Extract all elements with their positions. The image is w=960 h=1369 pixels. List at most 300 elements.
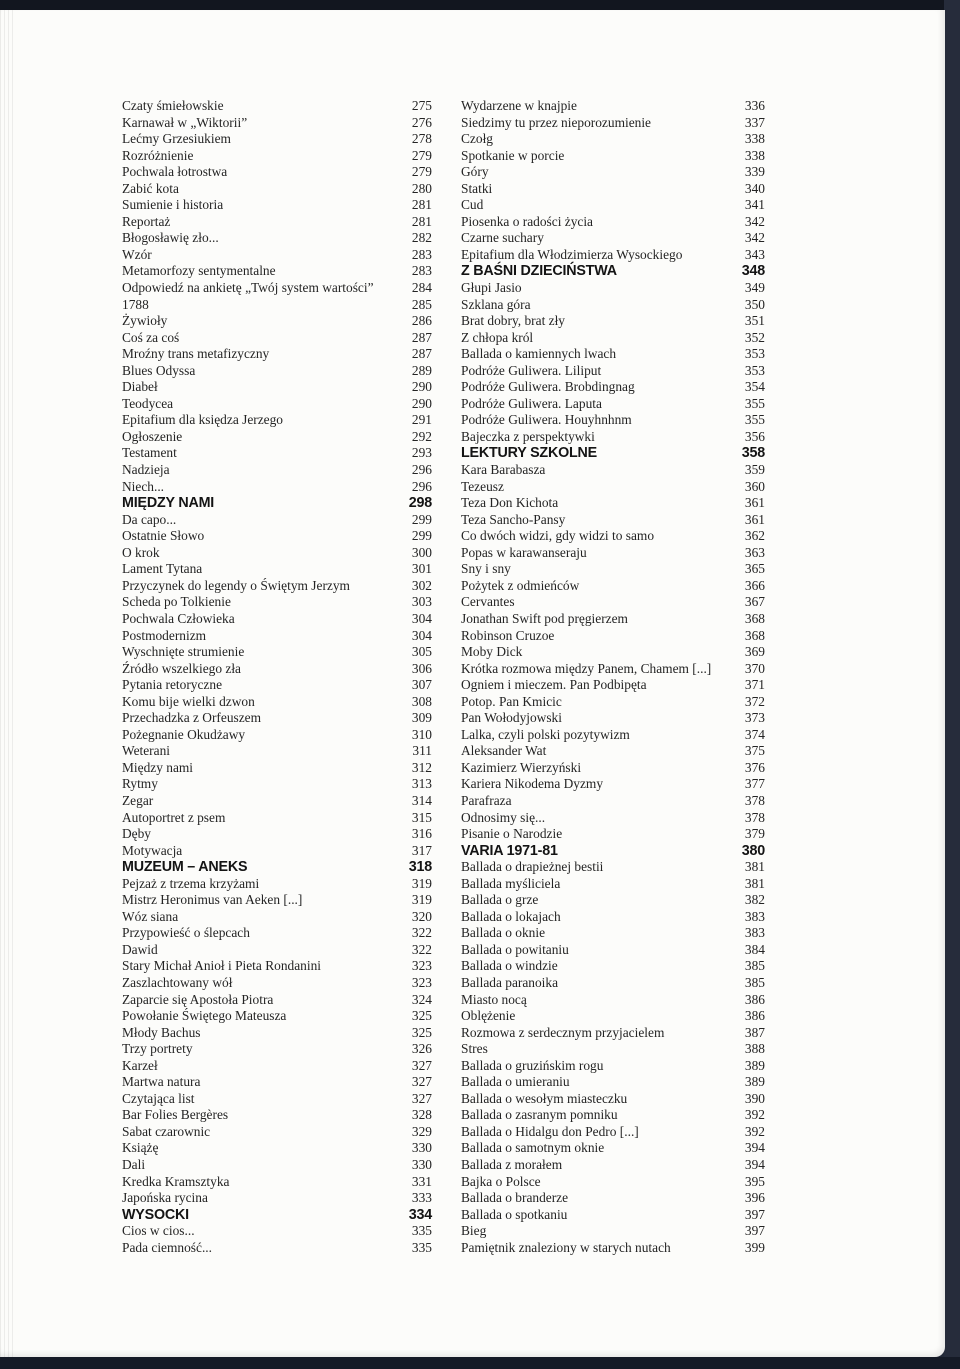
entry-title: Błogosławię zło... xyxy=(122,230,219,246)
entry-title: O krok xyxy=(122,544,160,560)
entry-page-number: 352 xyxy=(744,329,765,345)
entry-title: Statki xyxy=(461,180,493,196)
toc-entry xyxy=(122,330,432,347)
entry-title: Karzeł xyxy=(122,1057,158,1073)
toc-entry xyxy=(122,1107,432,1124)
entry-title: Ballada o spotkaniu xyxy=(461,1206,568,1222)
entry-title: Ballada o samotnym oknie xyxy=(461,1140,605,1156)
entry-title: Miasto nocą xyxy=(461,991,527,1007)
toc-entry xyxy=(461,611,765,628)
entry-title: Japońska rycina xyxy=(122,1190,208,1206)
entry-page-number: 283 xyxy=(411,246,432,262)
toc-entry xyxy=(122,810,432,827)
toc-entry xyxy=(122,661,432,678)
entry-title: Ballada z morałem xyxy=(461,1157,563,1172)
entry-page-number: 301 xyxy=(411,561,432,577)
entry-title: Rozmowa z serdecznym przyjacielem xyxy=(461,1024,665,1040)
entry-page-number: 313 xyxy=(411,776,432,792)
entry-page-number: 361 xyxy=(744,511,765,527)
entry-title: Reportaż xyxy=(122,213,171,229)
entry-page-number: 299 xyxy=(411,511,432,527)
entry-page-number: 327 xyxy=(411,1074,432,1090)
entry-page-number: 279 xyxy=(411,147,432,163)
entry-title: Pamiętnik znaleziony w starych nutach xyxy=(461,1239,671,1255)
entry-page-number: 331 xyxy=(411,1173,432,1189)
entry-page-number: 327 xyxy=(411,1090,432,1106)
entry-page-number: 333 xyxy=(411,1190,432,1206)
toc-entry xyxy=(461,975,765,992)
entry-page-number: 360 xyxy=(744,478,765,494)
toc-entry xyxy=(122,1058,432,1075)
entry-title: Diabeł xyxy=(122,379,158,395)
toc-entry xyxy=(461,148,765,165)
entry-page-number: 348 xyxy=(741,263,765,280)
entry-title: Piosenka o radości życia xyxy=(461,213,594,229)
toc-entry xyxy=(122,1008,432,1025)
entry-page-number: 340 xyxy=(744,180,765,196)
entry-title: Parafraza xyxy=(461,792,512,808)
toc-entry xyxy=(122,396,432,413)
entry-page-number: 286 xyxy=(411,313,432,329)
entry-page-number: 281 xyxy=(411,197,432,213)
toc-entry xyxy=(461,909,765,926)
toc-entry xyxy=(461,892,765,909)
page-gutter-shading xyxy=(0,10,16,1357)
entry-page-number: 284 xyxy=(411,280,432,296)
entry-page-number: 330 xyxy=(411,1140,432,1156)
toc-entry xyxy=(122,1223,432,1240)
entry-title: Z chłopa król xyxy=(461,329,534,345)
entry-page-number: 371 xyxy=(744,677,765,693)
entry-title: Pada ciemność... xyxy=(122,1239,212,1255)
entry-page-number: 335 xyxy=(411,1223,432,1239)
toc-entry xyxy=(122,98,432,115)
entry-title: Da capo... xyxy=(122,511,177,527)
entry-title: LEKTURY SZKOLNE xyxy=(461,445,598,462)
entry-page-number: 379 xyxy=(744,826,765,842)
entry-title: Mistrz Heronimus van Aeken [...] xyxy=(122,892,303,908)
toc-entry xyxy=(461,578,765,595)
entry-title: Dęby xyxy=(122,826,152,842)
entry-page-number: 386 xyxy=(744,991,765,1007)
toc-entry xyxy=(122,843,432,860)
entry-page-number: 311 xyxy=(412,743,432,759)
entry-page-number: 377 xyxy=(744,776,765,792)
entry-title: Rytmy xyxy=(122,776,158,792)
entry-page-number: 381 xyxy=(744,875,765,891)
toc-entry xyxy=(122,1041,432,1058)
entry-page-number: 302 xyxy=(411,577,432,593)
entry-title: Źródło wszelkiego zła xyxy=(122,660,241,676)
toc-entry xyxy=(461,131,765,148)
entry-page-number: 275 xyxy=(411,98,432,113)
toc-entry xyxy=(461,363,765,380)
toc-entry xyxy=(461,793,765,810)
entry-page-number: 349 xyxy=(744,280,765,296)
entry-page-number: 283 xyxy=(411,263,432,279)
toc-entry xyxy=(461,115,765,132)
toc-column-right xyxy=(461,98,765,1256)
entry-title: Bar Folies Bergères xyxy=(122,1107,229,1123)
toc-entry xyxy=(461,1124,765,1141)
entry-page-number: 326 xyxy=(411,1041,432,1057)
entry-page-number: 342 xyxy=(744,230,765,246)
entry-page-number: 380 xyxy=(741,842,765,859)
toc-entry xyxy=(122,1074,432,1091)
entry-page-number: 324 xyxy=(411,991,432,1007)
toc-entry xyxy=(461,694,765,711)
entry-title: Lećmy Grzesiukiem xyxy=(122,131,231,147)
entry-title: Stres xyxy=(461,1041,488,1057)
toc-entry xyxy=(461,826,765,843)
toc-section-header xyxy=(461,445,765,462)
toc-entry xyxy=(461,479,765,496)
entry-page-number: 291 xyxy=(411,412,432,428)
toc-entry xyxy=(461,727,765,744)
toc-entry xyxy=(461,164,765,181)
entry-page-number: 354 xyxy=(744,379,765,395)
entry-page-number: 308 xyxy=(411,693,432,709)
toc-entry xyxy=(461,677,765,694)
toc-entry xyxy=(461,760,765,777)
entry-title: Pan Wołodyjowski xyxy=(461,710,562,726)
entry-page-number: 327 xyxy=(411,1057,432,1073)
entry-title: VARIA 1971-81 xyxy=(461,842,558,859)
entry-title: Kara Barabasza xyxy=(461,462,546,478)
entry-page-number: 358 xyxy=(741,445,765,462)
toc-entry xyxy=(122,1140,432,1157)
entry-title: Aleksander Wat xyxy=(461,743,547,759)
entry-title: Czarne suchary xyxy=(461,230,544,246)
toc-entry xyxy=(461,992,765,1009)
entry-title: Scheda po Tolkienie xyxy=(122,594,231,610)
toc-entry xyxy=(122,479,432,496)
toc-entry xyxy=(461,743,765,760)
toc-entry xyxy=(461,545,765,562)
entry-title: Bajka o Polsce xyxy=(461,1173,541,1189)
entry-title: Autoportret z psem xyxy=(122,809,226,825)
toc-entry xyxy=(122,1124,432,1141)
entry-page-number: 386 xyxy=(744,1008,765,1024)
entry-title: Oblężenie xyxy=(461,1008,516,1024)
entry-page-number: 289 xyxy=(411,362,432,378)
toc-entry xyxy=(122,793,432,810)
entry-page-number: 390 xyxy=(744,1090,765,1106)
entry-title: Sabat czarownic xyxy=(122,1123,211,1139)
entry-title: Ogniem i mieczem. Pan Podbipęta xyxy=(461,677,647,693)
toc-entry xyxy=(122,379,432,396)
toc-entry xyxy=(461,297,765,314)
entry-page-number: 363 xyxy=(744,544,765,560)
toc-entry xyxy=(461,1190,765,1207)
entry-page-number: 353 xyxy=(744,362,765,378)
toc-entry xyxy=(122,412,432,429)
entry-page-number: 341 xyxy=(744,197,765,213)
entry-page-number: 329 xyxy=(411,1123,432,1139)
toc-column-left xyxy=(122,98,432,1256)
toc-entry xyxy=(122,727,432,744)
entry-title: Ballada o grze xyxy=(461,892,539,908)
toc-entry xyxy=(122,992,432,1009)
entry-title: Potop. Pan Kmicic xyxy=(461,693,562,709)
entry-page-number: 310 xyxy=(411,726,432,742)
toc-entry xyxy=(461,330,765,347)
toc-entry xyxy=(122,115,432,132)
entry-page-number: 370 xyxy=(744,660,765,676)
toc-entry xyxy=(461,1041,765,1058)
toc-entry xyxy=(461,594,765,611)
toc-entry xyxy=(122,181,432,198)
entry-title: Epitafium dla Włodzimierza Wysockiego xyxy=(461,246,683,262)
entry-title: Bieg xyxy=(461,1223,487,1239)
entry-title: Czaty śmiełowskie xyxy=(122,98,224,113)
entry-page-number: 316 xyxy=(411,826,432,842)
entry-page-number: 368 xyxy=(744,627,765,643)
toc-section-header xyxy=(461,843,765,860)
toc-entry xyxy=(122,909,432,926)
entry-page-number: 350 xyxy=(744,296,765,312)
toc-entry xyxy=(122,1240,432,1257)
toc-entry xyxy=(122,545,432,562)
entry-title: Metamorfozy sentymentalne xyxy=(122,263,276,279)
entry-title: Ogłoszenie xyxy=(122,428,183,444)
toc-entry xyxy=(461,512,765,529)
entry-title: Odnosimy się... xyxy=(461,809,546,825)
entry-page-number: 392 xyxy=(744,1107,765,1123)
toc-entry xyxy=(122,462,432,479)
toc-entry xyxy=(461,644,765,661)
entry-title: Pochwala Człowieka xyxy=(122,610,235,626)
entry-title: Czołg xyxy=(461,131,493,147)
entry-page-number: 339 xyxy=(744,164,765,180)
entry-page-number: 399 xyxy=(744,1239,765,1255)
toc-entry xyxy=(122,975,432,992)
toc-entry xyxy=(461,776,765,793)
toc-entry xyxy=(461,661,765,678)
entry-page-number: 323 xyxy=(411,958,432,974)
entry-page-number: 394 xyxy=(744,1157,765,1172)
entry-title: Kazimierz Wierzyński xyxy=(461,759,582,775)
entry-title: Wyschnięte strumienie xyxy=(122,644,245,660)
toc-entry xyxy=(122,512,432,529)
scan-border-right xyxy=(944,0,960,1369)
entry-page-number: 383 xyxy=(744,925,765,941)
entry-title: 1788 xyxy=(122,296,149,312)
entry-page-number: 296 xyxy=(411,462,432,478)
toc-entry xyxy=(122,925,432,942)
entry-page-number: 290 xyxy=(411,379,432,395)
entry-title: Lalka, czyli polski pozytywizm xyxy=(461,726,630,742)
entry-title: Zabić kota xyxy=(122,180,179,196)
entry-page-number: 397 xyxy=(744,1206,765,1222)
toc-entry xyxy=(461,379,765,396)
toc-entry xyxy=(122,263,432,280)
entry-title: Stary Michał Anioł i Pieta Rondanini xyxy=(122,958,321,974)
entry-page-number: 322 xyxy=(411,925,432,941)
entry-page-number: 343 xyxy=(744,246,765,262)
entry-title: Kredka Kramsztyka xyxy=(122,1173,230,1189)
entry-title: Ballada o drapieżnej bestii xyxy=(461,859,604,875)
entry-title: Wzór xyxy=(122,246,152,262)
toc-entry xyxy=(122,611,432,628)
entry-page-number: 374 xyxy=(744,726,765,742)
entry-title: Pytania retoryczne xyxy=(122,677,223,693)
entry-page-number: 320 xyxy=(411,908,432,924)
toc-entry xyxy=(461,942,765,959)
toc-entry xyxy=(461,925,765,942)
toc-entry xyxy=(122,280,432,297)
toc-entry xyxy=(461,396,765,413)
toc-entry xyxy=(122,164,432,181)
entry-page-number: 353 xyxy=(744,346,765,362)
toc-entry xyxy=(461,230,765,247)
entry-page-number: 315 xyxy=(411,809,432,825)
entry-title: Książę xyxy=(122,1140,159,1156)
entry-title: Podróże Guliwera. Brobdingnag xyxy=(461,379,635,395)
entry-title: Między nami xyxy=(122,759,194,775)
entry-title: Jonathan Swift pod pręgierzem xyxy=(461,610,628,626)
entry-page-number: 322 xyxy=(411,941,432,957)
entry-title: Młody Bachus xyxy=(122,1024,201,1040)
entry-title: Sny i sny xyxy=(461,561,511,577)
entry-page-number: 278 xyxy=(411,131,432,147)
entry-title: Pożegnanie Okudżawy xyxy=(122,726,246,742)
toc-entry xyxy=(461,280,765,297)
entry-title: Zaparcie się Apostoła Piotra xyxy=(122,991,274,1007)
toc-entry xyxy=(461,859,765,876)
entry-title: Szklana góra xyxy=(461,296,531,312)
entry-page-number: 367 xyxy=(744,594,765,610)
entry-title: Robinson Cruzoe xyxy=(461,627,555,643)
toc-entry xyxy=(122,710,432,727)
entry-page-number: 280 xyxy=(411,180,432,196)
entry-page-number: 287 xyxy=(411,329,432,345)
toc-entry xyxy=(122,197,432,214)
entry-title: Wóz siana xyxy=(122,908,179,924)
entry-title: Coś za coś xyxy=(122,329,180,345)
entry-title: Motywacja xyxy=(122,842,183,858)
entry-title: Martwa natura xyxy=(122,1074,201,1090)
toc-entry xyxy=(461,412,765,429)
toc-entry xyxy=(461,1240,765,1257)
entry-title: Karnawał w „Wiktorii” xyxy=(122,114,248,130)
entry-page-number: 355 xyxy=(744,412,765,428)
book-page xyxy=(0,10,945,1357)
entry-title: Z BAŚNI DZIECIŃSTWA xyxy=(461,263,617,280)
entry-title: Moby Dick xyxy=(461,644,523,660)
entry-title: Teza Don Kichota xyxy=(461,495,559,511)
entry-title: Sumienie i historia xyxy=(122,197,224,213)
toc-entry xyxy=(461,1091,765,1108)
entry-page-number: 298 xyxy=(408,495,432,512)
entry-title: Mroźny trans metafizyczny xyxy=(122,346,270,362)
entry-title: Pochwala łotrostwa xyxy=(122,164,228,180)
entry-page-number: 300 xyxy=(411,544,432,560)
toc-entry xyxy=(122,760,432,777)
entry-title: Krótka rozmowa między Panem, Chamem [...] xyxy=(461,660,712,676)
entry-page-number: 369 xyxy=(744,644,765,660)
toc-entry xyxy=(461,1207,765,1224)
entry-page-number: 382 xyxy=(744,892,765,908)
toc-entry xyxy=(461,1008,765,1025)
toc-entry xyxy=(122,594,432,611)
entry-title: Nadzieja xyxy=(122,462,170,478)
entry-page-number: 385 xyxy=(744,974,765,990)
toc-entry xyxy=(461,958,765,975)
toc-entry xyxy=(122,743,432,760)
entry-title: Cios w cios... xyxy=(122,1223,195,1239)
entry-title: Głupi Jasio xyxy=(461,280,522,296)
entry-title: Przyczynek do legendy o Świętym Jerzym xyxy=(122,577,350,593)
entry-page-number: 303 xyxy=(411,594,432,610)
toc-entry xyxy=(461,1058,765,1075)
entry-page-number: 365 xyxy=(744,561,765,577)
entry-title: Teza Sancho-Pansy xyxy=(461,511,566,527)
entry-title: Góry xyxy=(461,164,489,180)
toc-entry xyxy=(122,1174,432,1191)
entry-page-number: 305 xyxy=(411,644,432,660)
toc-entry xyxy=(122,1190,432,1207)
entry-page-number: 342 xyxy=(744,213,765,229)
entry-page-number: 285 xyxy=(411,296,432,312)
toc-entry xyxy=(461,710,765,727)
entry-page-number: 387 xyxy=(744,1024,765,1040)
entry-title: Żywioły xyxy=(122,313,168,329)
entry-page-number: 338 xyxy=(744,147,765,163)
entry-title: Pejzaż z trzema krzyżami xyxy=(122,875,260,891)
entry-page-number: 396 xyxy=(744,1190,765,1206)
toc-entry xyxy=(122,1091,432,1108)
toc-entry xyxy=(461,876,765,893)
entry-page-number: 395 xyxy=(744,1173,765,1189)
entry-page-number: 384 xyxy=(744,941,765,957)
toc-entry xyxy=(122,694,432,711)
toc-entry xyxy=(122,445,432,462)
entry-page-number: 337 xyxy=(744,114,765,130)
toc-entry xyxy=(461,429,765,446)
toc-section-header xyxy=(122,859,432,876)
scan-border-top xyxy=(0,0,960,10)
entry-page-number: 323 xyxy=(411,974,432,990)
toc-entry xyxy=(461,495,765,512)
entry-page-number: 372 xyxy=(744,693,765,709)
entry-title: Blues Odyssa xyxy=(122,362,196,378)
toc-entry xyxy=(122,131,432,148)
toc-entry xyxy=(122,826,432,843)
entry-page-number: 307 xyxy=(411,677,432,693)
entry-title: Weterani xyxy=(122,743,170,759)
toc-entry xyxy=(122,1157,432,1174)
entry-page-number: 290 xyxy=(411,395,432,411)
toc-entry xyxy=(461,197,765,214)
toc-entry xyxy=(461,810,765,827)
entry-title: Ballada o lokajach xyxy=(461,908,561,924)
entry-page-number: 385 xyxy=(744,958,765,974)
entry-title: Czytająca list xyxy=(122,1090,195,1106)
entry-page-number: 381 xyxy=(744,859,765,875)
entry-title: Cud xyxy=(461,197,484,213)
entry-page-number: 361 xyxy=(744,495,765,511)
entry-page-number: 356 xyxy=(744,428,765,444)
toc-entry xyxy=(461,1140,765,1157)
toc-entry xyxy=(461,214,765,231)
toc-entry xyxy=(122,363,432,380)
entry-title: Odpowiedź na ankietę „Twój system wartości” xyxy=(122,280,374,296)
toc-entry xyxy=(122,247,432,264)
entry-title: MUZEUM – ANEKS xyxy=(122,859,248,876)
toc-entry xyxy=(461,98,765,115)
entry-page-number: 336 xyxy=(744,98,765,113)
